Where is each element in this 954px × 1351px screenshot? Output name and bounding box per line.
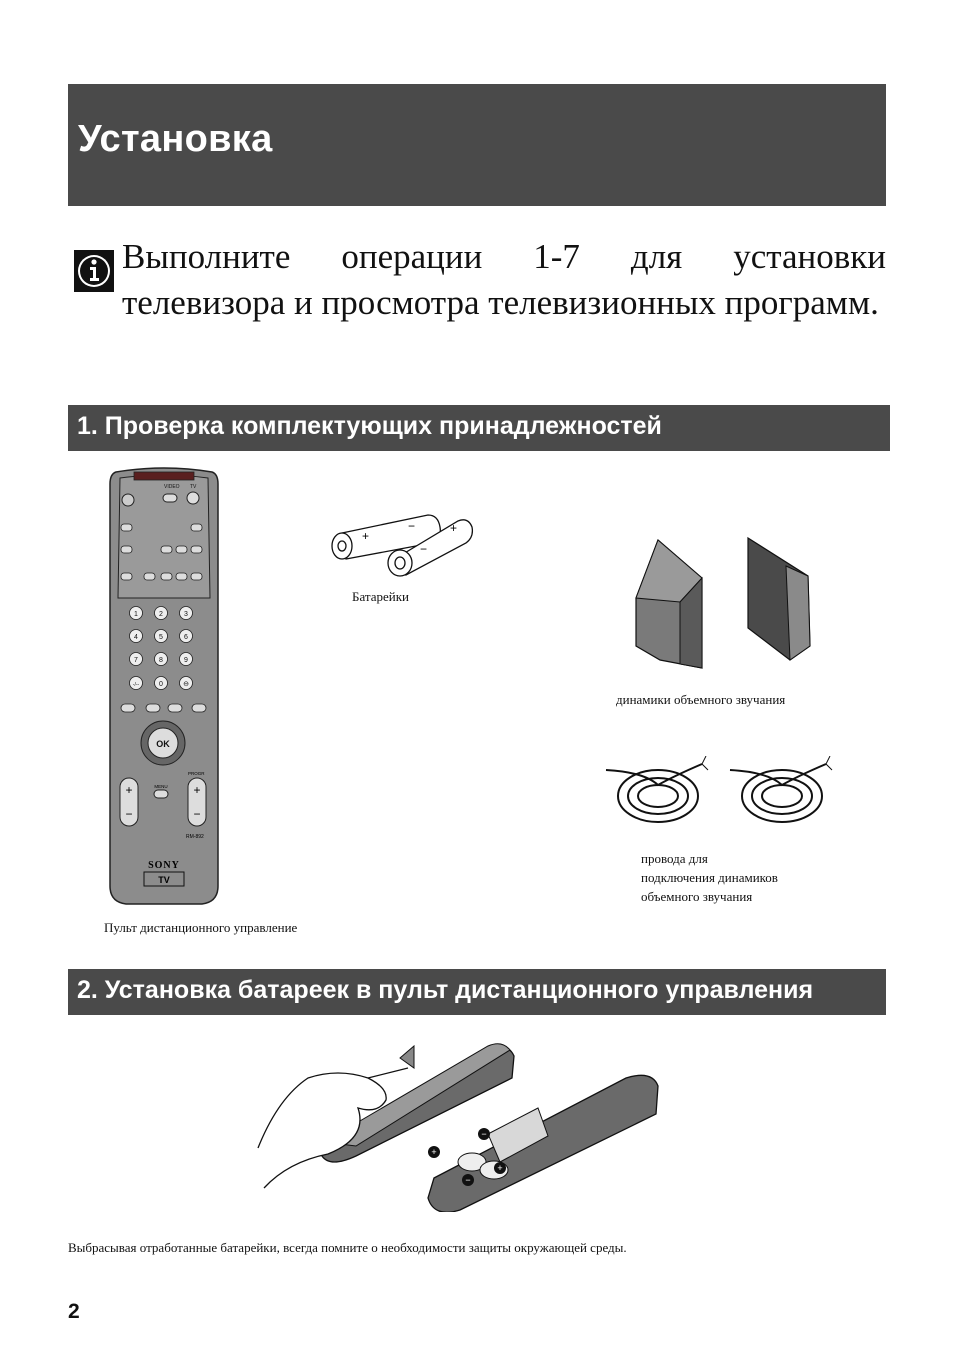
speakers-caption: динамики объемного звучания	[616, 692, 786, 707]
batteries-illustration	[328, 505, 474, 577]
tv-badge: TV	[158, 875, 170, 885]
digit-8: 8	[159, 657, 163, 664]
digit-2: 2	[159, 611, 163, 618]
digit-9: 9	[184, 657, 188, 664]
intro-text: Выполните операции 1-7 для установки телевизора и просмотра телевизионных программ.	[122, 237, 886, 322]
speakers-illustration	[634, 536, 812, 670]
page-title: Установка	[78, 118, 273, 160]
section-2-header	[68, 969, 886, 1015]
battery-insertion-illustration	[238, 1038, 662, 1212]
digit-5: 5	[159, 634, 163, 641]
section-1-heading: 1. Проверка комплектующих принадлежностей	[77, 412, 662, 440]
video-label: VIDEO	[164, 484, 180, 490]
progr-label: PROGR	[188, 771, 205, 776]
svg-text:−: −	[125, 807, 133, 821]
svg-text:−: −	[420, 542, 428, 556]
digit-extra: ⊖	[183, 681, 189, 688]
cables-caption-line-1: провода для	[641, 851, 708, 866]
digit-7: 7	[134, 657, 138, 664]
svg-text:−: −	[193, 807, 201, 821]
brand-logo: SONY	[148, 860, 180, 871]
speaker-cables-illustration	[604, 756, 836, 826]
ok-label: OK	[156, 739, 170, 749]
svg-text:−: −	[465, 1175, 471, 1185]
svg-text:−: −	[408, 519, 416, 533]
svg-text:+: +	[125, 783, 133, 797]
svg-text:+: +	[362, 529, 370, 543]
model-label: RM-892	[186, 834, 204, 840]
digit-dash: -/--	[132, 682, 140, 688]
svg-text:+: +	[193, 783, 201, 797]
digit-4: 4	[134, 634, 138, 641]
environment-note: Выбрасывая отработанные батарейки, всегда помните о необходимости защиты окружающей среды.	[68, 1240, 627, 1255]
title-banner	[68, 84, 886, 206]
menu-label: MENU	[154, 784, 168, 789]
svg-text:−: −	[481, 1129, 487, 1139]
section-2-heading: 2. Установка батареек в пульт дистанционного управления	[77, 976, 814, 1004]
svg-text:+: +	[497, 1163, 503, 1173]
cables-caption-line-2: подключения динамиков	[641, 870, 778, 885]
digit-1: 1	[134, 611, 138, 618]
cables-caption-line-3: объемного звучания	[641, 889, 753, 904]
digit-6: 6	[184, 634, 188, 641]
batteries-caption: Батарейки	[352, 589, 410, 604]
info-icon	[74, 250, 114, 292]
section-1-header	[68, 405, 890, 451]
digit-0: 0	[159, 681, 163, 688]
svg-text:+: +	[450, 521, 458, 535]
remote-control-illustration	[106, 466, 222, 906]
remote-caption: Пульт дистанционного управление	[104, 920, 298, 935]
page-number: 2	[68, 1300, 80, 1323]
svg-text:+: +	[431, 1147, 437, 1157]
tv-label: TV	[190, 484, 197, 490]
digit-3: 3	[184, 611, 188, 618]
